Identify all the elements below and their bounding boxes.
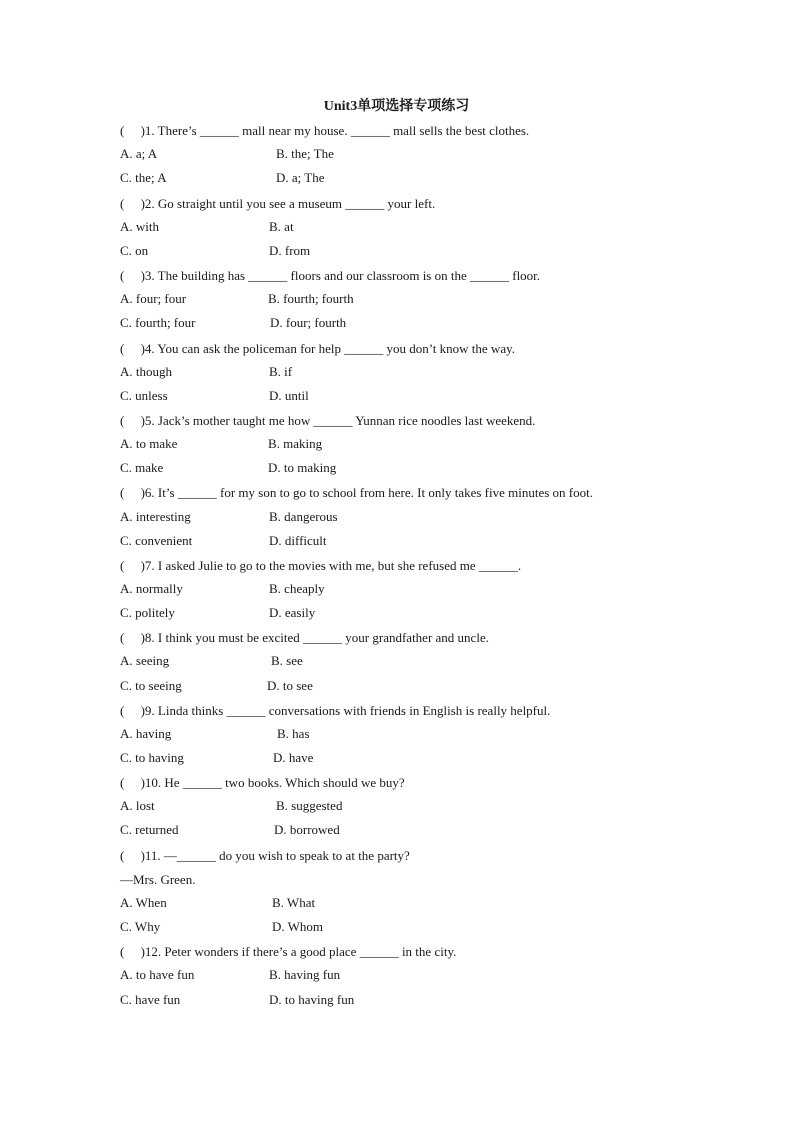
option-b: B. making: [268, 436, 323, 451]
option-a: A. to have fun: [120, 967, 195, 982]
option-c: C. returned: [120, 822, 179, 837]
option-c: C. to having: [120, 750, 184, 765]
option-b: B. the; The: [276, 146, 334, 161]
option-a: A. though: [120, 364, 172, 379]
option-b: B. dangerous: [269, 509, 338, 524]
option-b: B. fourth; fourth: [268, 291, 354, 306]
question-stem: ( )3. The building has ______ floors and our classroom is on the ______ floor.: [120, 268, 541, 283]
option-d: D. Whom: [272, 919, 324, 934]
option-a: A. normally: [120, 581, 183, 596]
option-d: D. four; fourth: [270, 315, 347, 330]
option-d: D. from: [269, 243, 311, 258]
answer-line: —Mrs. Green.: [120, 872, 196, 887]
question-stem: ( )2. Go straight until you see a museum ______ your left.: [120, 196, 436, 211]
option-d: D. until: [269, 388, 309, 403]
option-a: A. having: [120, 726, 172, 741]
option-a: A. with: [120, 219, 159, 234]
option-d: D. borrowed: [274, 822, 340, 837]
option-b: B. suggested: [276, 798, 343, 813]
question-stem: ( )1. There’s ______ mall near my house. ______ mall sells the best clothes.: [120, 123, 530, 138]
option-a: A. to make: [120, 436, 178, 451]
question-stem: ( )6. It’s ______ for my son to go to school from here. It only takes five minutes on foot.: [120, 485, 593, 500]
option-a: A. four; four: [120, 291, 187, 306]
question-stem: ( )12. Peter wonders if there’s a good place ______ in the city.: [120, 944, 457, 959]
option-c: C. fourth; four: [120, 315, 196, 330]
question-stem: ( )11. —______ do you wish to speak to at the party?: [120, 848, 410, 863]
option-b: B. if: [269, 364, 293, 379]
option-b: B. see: [271, 653, 303, 668]
option-a: A. seeing: [120, 653, 170, 668]
option-d: D. to see: [267, 678, 313, 693]
option-a: A. lost: [120, 798, 155, 813]
option-c: C. the; A: [120, 170, 167, 185]
question-stem: ( )8. I think you must be excited ______ your grandfather and uncle.: [120, 630, 489, 645]
option-b: B. What: [272, 895, 316, 910]
question-stem: ( )7. I asked Julie to go to the movies with me, but she refused me ______.: [120, 558, 522, 573]
option-c: C. on: [120, 243, 149, 258]
option-c: C. convenient: [120, 533, 193, 548]
option-d: D. to having fun: [269, 992, 355, 1007]
option-d: D. a; The: [276, 170, 325, 185]
option-b: B. at: [269, 219, 294, 234]
option-c: C. politely: [120, 605, 175, 620]
option-b: B. has: [277, 726, 310, 741]
question-stem: ( )10. He ______ two books. Which should we buy?: [120, 775, 405, 790]
option-d: D. easily: [269, 605, 316, 620]
option-d: D. have: [273, 750, 314, 765]
question-stem: ( )4. You can ask the policeman for help ______ you don’t know the way.: [120, 341, 515, 356]
option-d: D. to making: [268, 460, 337, 475]
option-a: A. interesting: [120, 509, 191, 524]
option-c: C. Why: [120, 919, 161, 934]
question-stem: ( )9. Linda thinks ______ conversations with friends in English is really helpful.: [120, 703, 551, 718]
option-c: C. unless: [120, 388, 168, 403]
option-d: D. difficult: [269, 533, 327, 548]
page-title: Unit3单项选择专项练习: [323, 99, 470, 114]
option-c: C. make: [120, 460, 164, 475]
option-b: B. having fun: [269, 967, 341, 982]
option-c: C. have fun: [120, 992, 181, 1007]
option-b: B. cheaply: [269, 581, 325, 596]
option-a: A. When: [120, 895, 167, 910]
question-stem: ( )5. Jack’s mother taught me how ______ Yunnan rice noodles last weekend.: [120, 413, 536, 428]
option-c: C. to seeing: [120, 678, 182, 693]
option-a: A. a; A: [120, 146, 158, 161]
